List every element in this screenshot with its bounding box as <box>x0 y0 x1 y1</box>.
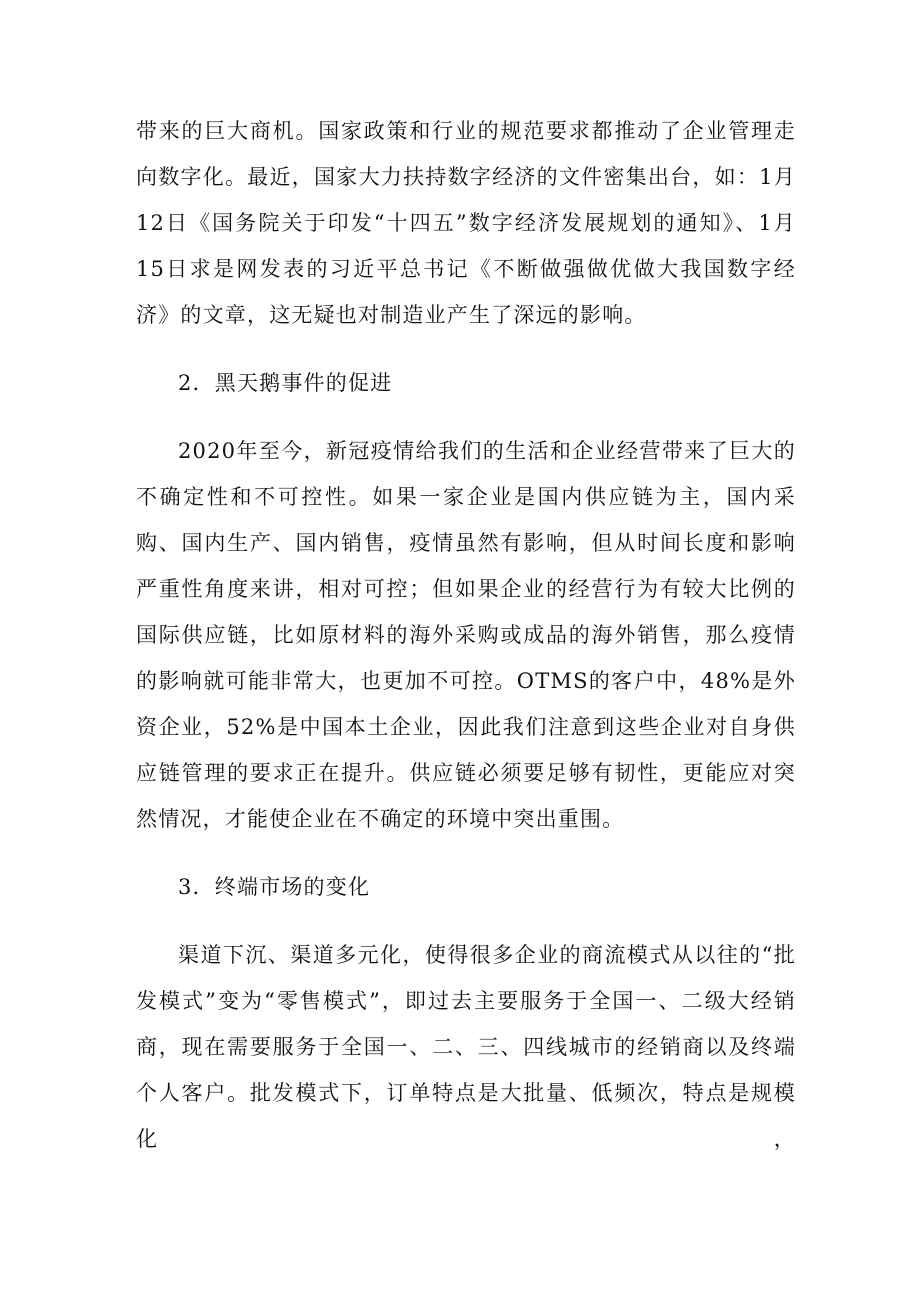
section-heading-3: 3．终端市场的变化 <box>178 875 371 899</box>
paragraph-continued: 带来的巨大商机。国家政策和行业的规范要求都推动了企业管理走向数字化。最近，国家大力扶持数字经济的文件密集出台，如：1月12日《国务院关于印发“十四五”数字经济发展规划的通知》、1月15日求是网发表的习近平总书记《不断做强做优做大我国数字经济》的文章，这无疑也对制造业产生了深远的影响。 <box>136 119 796 327</box>
paragraph-market-change: 渠道下沉、渠道多元化，使得很多企业的商流模式从以往的“批发模式”变为“零售模式”，即过去主要服务于全国一、二级大经销商，现在需要服务于全国一、二、三、四线城市的经销商以及终端个人客户。批发模式下，订单特点是大批量、低频次，特点是规模化， <box>136 943 796 1151</box>
section-heading-2: 2．黑天鹅事件的促进 <box>178 371 393 395</box>
document-body <box>136 108 796 1184</box>
paragraph-pandemic: 2020年至今，新冠疫情给我们的生活和企业经营带来了巨大的不确定性和不可控性。如果一家企业是国内供应链为主，国内采购、国内生产、国内销售，疫情虽然有影响，但从时间长度和影响严重性角度来讲，相对可控；但如果企业的经营行为有较大比例的国际供应链，比如原材料的海外采购或成品的海外销售，那么疫情的影响就可能非常大，也更加不可控。OTMS的客户中，48%是外资企业，52%是中国本土企业，因此我们注意到这些企业对自身供应链管理的要求正在提升。供应链必须要足够有韧性，更能应对突然情况，才能使企业在不确定的环境中突出重围。 <box>136 439 796 831</box>
